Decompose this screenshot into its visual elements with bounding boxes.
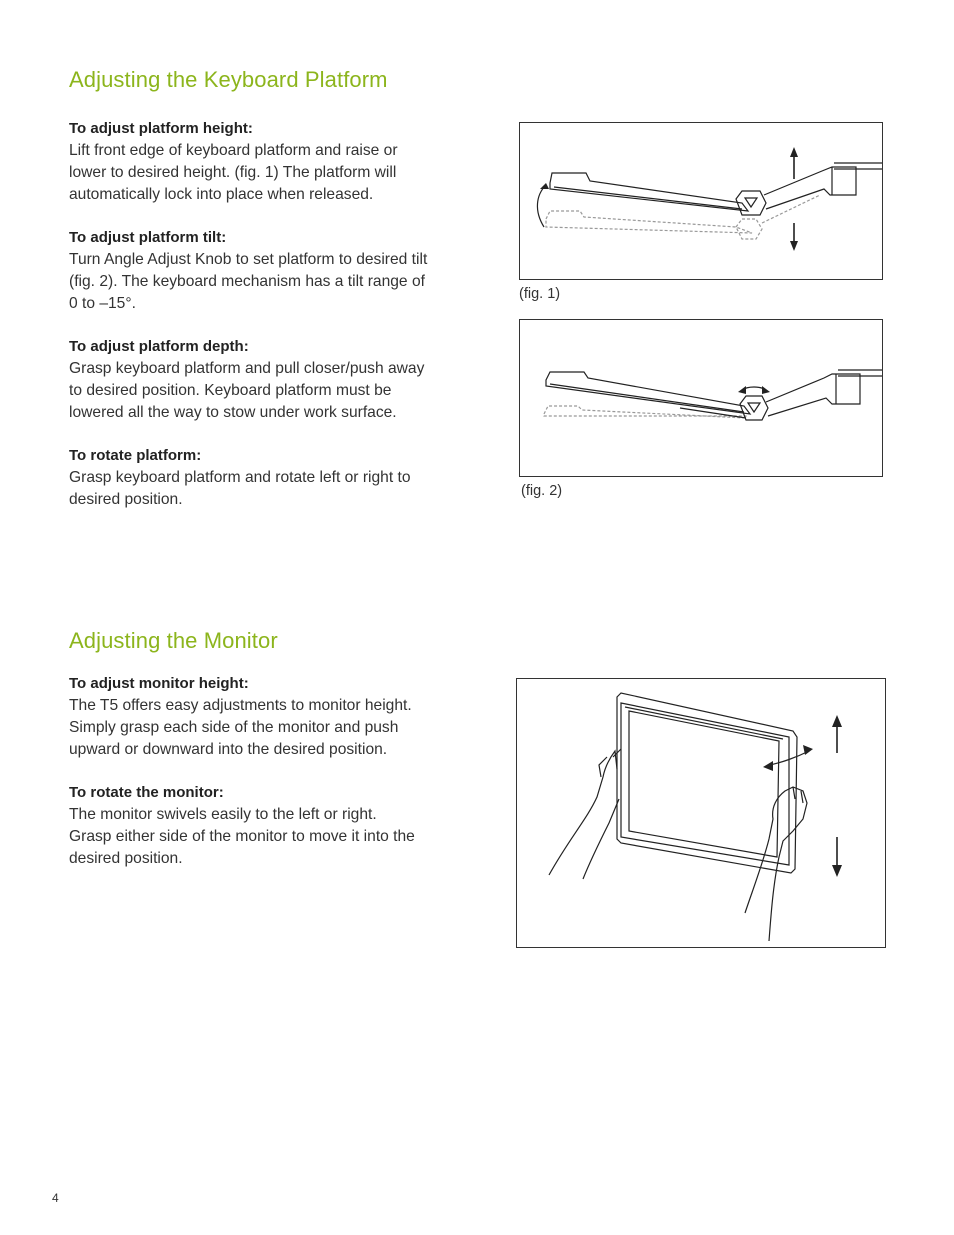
instruction-text: Grasp keyboard platform and pull closer/push away to desired position. Keyboard platform must be lowered all the way to stow under work surface. xyxy=(69,360,425,421)
keyboard-section-title: Adjusting the Keyboard Platform xyxy=(69,67,388,92)
figure-monitor-adjust xyxy=(516,678,886,948)
instruction-text: Turn Angle Adjust Knob to set platform to desired tilt (fig. 2). The keyboard mechanism has a tilt range of 0 to –15°. xyxy=(69,251,428,312)
monitor-section-title: Adjusting the Monitor xyxy=(69,628,278,653)
figure-2-platform-tilt xyxy=(519,319,883,477)
instruction-heading: To adjust platform tilt: xyxy=(69,229,227,246)
instruction-platform-depth xyxy=(69,336,469,424)
instruction-heading: To adjust platform height: xyxy=(69,120,253,137)
keyboard-tilt-illustration xyxy=(520,320,882,476)
figure-1-caption: (fig. 1) xyxy=(519,286,561,302)
instruction-platform-tilt xyxy=(69,227,469,315)
page-number: 4 xyxy=(52,1191,59,1205)
instruction-text: Lift front edge of keyboard platform and raise or lower to desired height. (fig. 1) The platform will automatically lock into place when released. xyxy=(69,142,398,203)
monitor-adjust-illustration xyxy=(517,679,885,947)
instruction-text: The monitor swivels easily to the left or right. Grasp either side of the monitor to move it into the desired position. xyxy=(69,806,415,867)
instruction-text: The T5 offers easy adjustments to monitor height. Simply grasp each side of the monitor and push upward or downward into the desired position. xyxy=(69,697,412,758)
instruction-rotate-monitor xyxy=(69,782,469,870)
keyboard-height-illustration xyxy=(520,123,882,279)
instruction-rotate-platform xyxy=(69,445,469,511)
instruction-platform-height xyxy=(69,118,469,206)
instruction-heading: To rotate the monitor: xyxy=(69,784,224,801)
instruction-text: Grasp keyboard platform and rotate left or right to desired position. xyxy=(69,469,411,508)
instruction-heading: To rotate platform: xyxy=(69,447,202,464)
instruction-heading: To adjust monitor height: xyxy=(69,675,249,692)
figure-2-caption: (fig. 2) xyxy=(521,483,563,499)
figure-1-platform-height xyxy=(519,122,883,280)
instruction-monitor-height xyxy=(69,673,469,761)
instruction-heading: To adjust platform depth: xyxy=(69,338,249,355)
